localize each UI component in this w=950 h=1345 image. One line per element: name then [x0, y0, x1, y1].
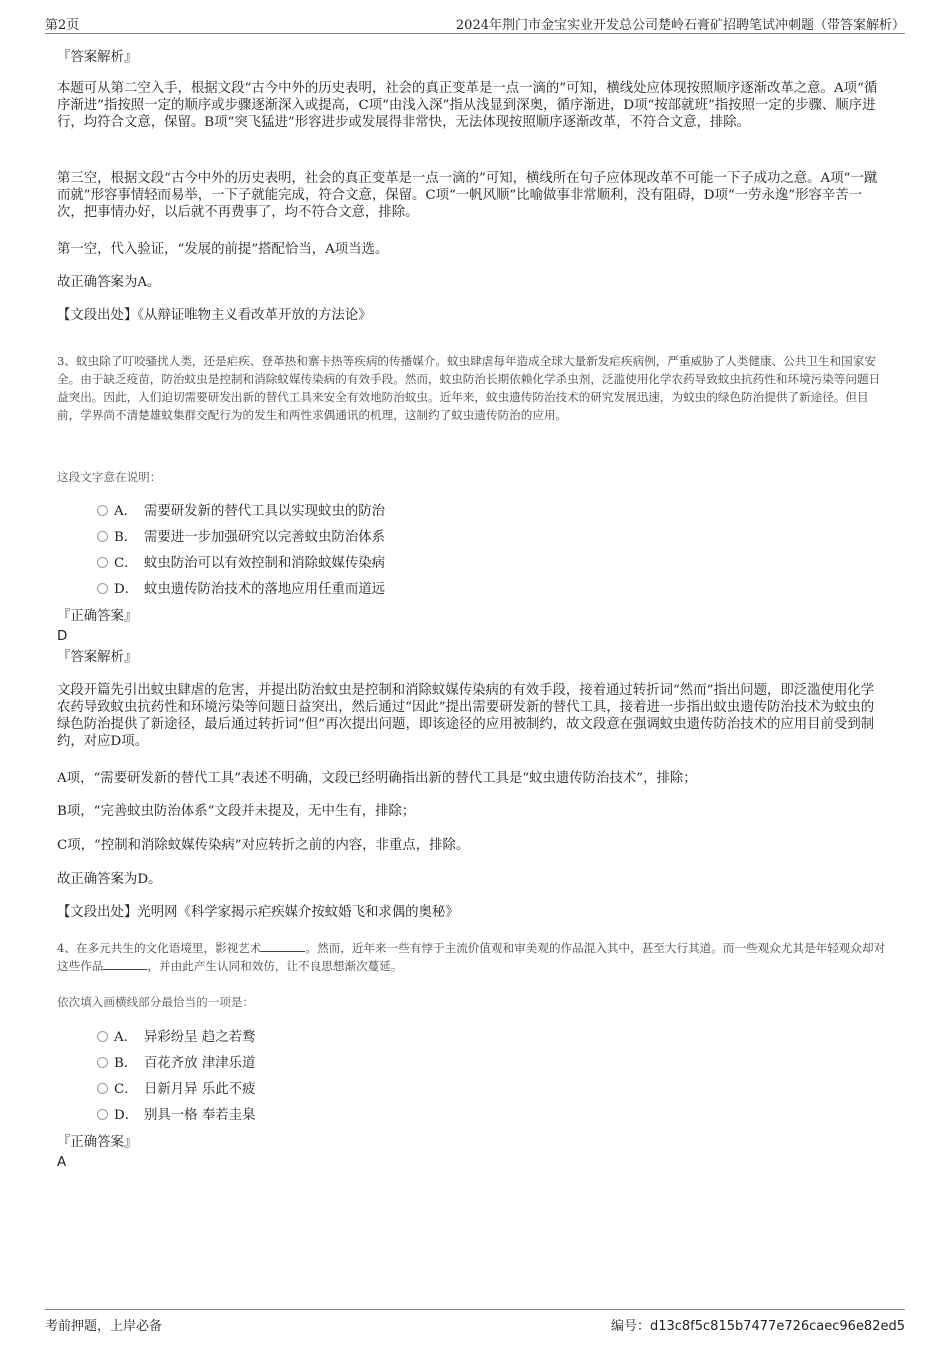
q3-answer-label: 『正确答案』	[57, 609, 138, 624]
q4-option-a[interactable]: A． 异彩纷呈 趋之若鹜	[97, 1029, 255, 1047]
radio-icon[interactable]	[97, 1031, 108, 1042]
footer-slogan: 考前押题，上岸必备	[45, 1319, 163, 1334]
q3-analysis-para5: 故正确答案为D。	[57, 872, 162, 887]
q4-option-b[interactable]: B． 百花齐放 津津乐道	[97, 1055, 255, 1073]
q3-option-b[interactable]: B． 需要进一步加强研究以完善蚊虫防治体系	[97, 529, 385, 547]
q4-question-text: 4、在多元共生的文化语境里，影视艺术 。然而，近年来一些有悖于主流价值观和审美观的作品混入其中，甚至大行其道。而一些观众尤其是年轻观众却对这些作品 ，并由此产生认同和效仿，让不良思想渐次蔓延。	[57, 941, 886, 973]
q3-analysis-para2: A项，“需要研发新的替代工具”表述不明确，文段已经明确指出新的替代工具是“蚊虫遗传防治技术”，排除；	[57, 771, 697, 786]
radio-icon[interactable]	[97, 1083, 108, 1094]
radio-icon[interactable]	[97, 505, 108, 516]
q4-option-d[interactable]: D． 别具一格 奉若圭臬	[97, 1107, 255, 1125]
q2-analysis-para3: 第一空，代入验证，“发展的前提”搭配恰当，A项当选。	[57, 242, 389, 257]
q4-prompt: 依次填入画横线部分最恰当的一项是：	[57, 995, 255, 1009]
q2-analysis-label: 『答案解析』	[57, 50, 138, 65]
fill-blank	[261, 941, 305, 952]
document-title: 2024年荆门市金宝实业开发总公司楚岭石膏矿招聘笔试冲刺题（带答案解析）	[455, 18, 905, 33]
page-number: 第2页	[45, 18, 80, 33]
radio-icon[interactable]	[97, 531, 108, 542]
q4-option-c[interactable]: C． 日新月异 乐此不疲	[97, 1081, 255, 1099]
q3-answer: D	[57, 629, 68, 644]
radio-icon[interactable]	[97, 1109, 108, 1120]
q2-source: 【文段出处】《从辩证唯物主义看改革开放的方法论》	[57, 308, 372, 323]
footer-code: 编号：d13c8f5c815b7477e726caec96e82ed5	[610, 1319, 905, 1334]
radio-icon[interactable]	[97, 1057, 108, 1068]
q2-analysis-para2: 第三空，根据文段“古今中外的历史表明，社会的真正变革是一点一滴的”可知，横线所在句子应体现改革不可能一下子成功之意。A项“一蹴而就”形容事情轻而易举，一下子就能完成，符合文意，保留。C项“一帆风顺”比喻做事非常顺利，没有阻碍，D项“一劳永逸”形容辛苦一次，把事情办好，以后就不再费事了，均不符合文意，排除。	[57, 171, 878, 220]
page-footer	[45, 1309, 905, 1334]
fill-blank	[103, 959, 147, 970]
radio-icon[interactable]	[97, 583, 108, 594]
q4-answer: A	[57, 1155, 67, 1170]
q3-option-d[interactable]: D． 蚊虫遗传防治技术的落地应用任重而道远	[97, 581, 385, 599]
q3-option-a[interactable]: A． 需要研发新的替代工具以实现蚊虫的防治	[97, 503, 385, 521]
page-header	[45, 14, 905, 34]
q2-analysis-para4: 故正确答案为A。	[57, 275, 161, 290]
q3-analysis-para1: 文段开篇先引出蚊虫肆虐的危害，并提出防治蚊虫是控制和消除蚊媒传染病的有效手段，接着通过转折词“然而”指出问题，即泛滥使用化学农药导致蚊虫抗药性和环境污染等问题日益突出，然后通过“因此”提出需要研发新的替代工具，接着进一步指出蚊虫遗传防治技术为蚊虫的绿色防治提供了新途径，最后通过转折词“但”再次提出问题，即该途径的应用被制约，故文段意在强调蚊虫遗传防治技术的应用目前受到制约，对应D项。	[57, 683, 875, 749]
q3-analysis-para3: B项，“完善蚊虫防治体系”文段并未提及，无中生有，排除；	[57, 804, 416, 819]
radio-icon[interactable]	[97, 557, 108, 568]
q3-option-c[interactable]: C． 蚊虫防治可以有效控制和消除蚊媒传染病	[97, 555, 385, 573]
q3-analysis-label: 『答案解析』	[57, 650, 138, 665]
q4-answer-label: 『正确答案』	[57, 1135, 138, 1150]
q2-analysis-para1: 本题可从第二空入手，根据文段“古今中外的历史表明，社会的真正变革是一点一滴的”可知，横线处应体现按照顺序逐渐改革之意。A项“循序渐进”指按照一定的顺序或步骤逐渐深入或提高，C项“由浅入深”指从浅显到深奥，循序渐进，D项“按部就班”指按照一定的步骤、顺序进行，均符合文意，保留。B项“突飞猛进”形容进步或发展得非常快，无法体现按照顺序逐渐改革，不符合文意，排除。	[57, 81, 878, 130]
q3-question-text: 3、蚊虫除了叮咬骚扰人类，还是疟疾、登革热和寨卡热等疾病的传播媒介。蚊虫肆虐每年造成全球大量新发疟疾病例，严重威胁了人类健康、公共卫生和国家安全。由于缺乏疫苗，防治蚊虫是控制和消除蚊媒传染病的有效手段。然而，蚊虫防治长期依赖化学杀虫剂，泛滥使用化学农药导致蚊虫抗药性和环境污染等问题日益突出。因此，人们迫切需要研发出新的替代工具来安全有效地防治蚊虫。近年来，蚊虫遗传防治技术的研究发展迅速，为蚊虫的绿色防治提供了新途径。但目前，学界尚不清楚雄蚊集群交配行为的发生和两性求偶通讯的机理，这制约了蚊虫遗传防治的应用。	[57, 354, 881, 422]
q3-prompt: 这段文字意在说明：	[57, 470, 162, 484]
q3-analysis-para4: C项，“控制和消除蚊媒传染病”对应转折之前的内容，非重点，排除。	[57, 838, 470, 853]
q3-source: 【文段出处】光明网《科学家揭示疟疾媒介按蚊婚飞和求偶的奥秘》	[57, 905, 459, 920]
